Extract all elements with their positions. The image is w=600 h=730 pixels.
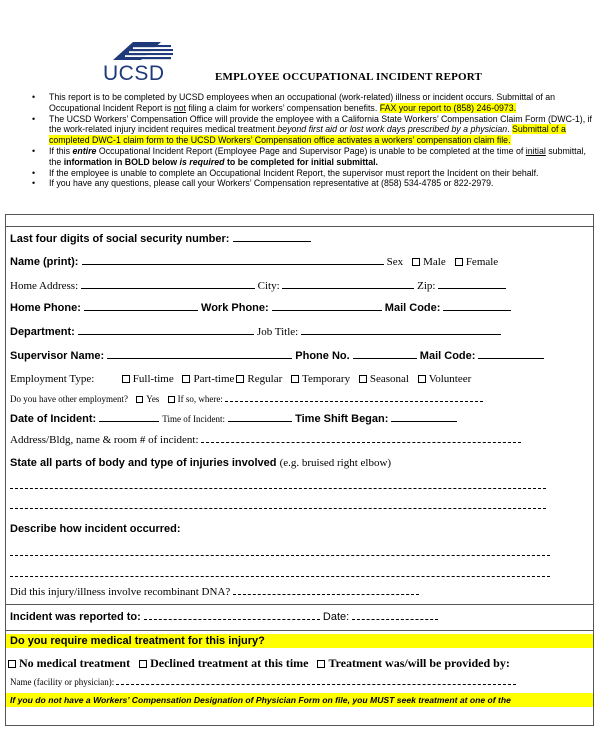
medical-question: Do you require medical treatment for this injury? xyxy=(10,635,265,647)
zip-input[interactable] xyxy=(438,288,506,289)
supervisor-row: Supervisor Name: Phone No. Mail Code: xyxy=(10,350,544,362)
employment-type-row: Employment Type: Full-time Part-time Regular Temporary Seasonal Volunteer xyxy=(10,373,472,385)
temporary-checkbox[interactable] xyxy=(291,375,299,383)
treatment-provided-checkbox[interactable] xyxy=(317,660,325,668)
ucsd-trident-icon xyxy=(103,38,183,64)
footer-warning: If you do not have a Workers’ Compensation Designation of Physician Form on file, you MUST seek treatment at one of the xyxy=(10,695,511,705)
city-input[interactable] xyxy=(282,288,414,289)
declined-treatment-checkbox[interactable] xyxy=(139,660,147,668)
supervisor-mail-code-input[interactable] xyxy=(478,358,544,359)
body-parts-row: State all parts of body and type of injuries involved (e.g. bruised right elbow) xyxy=(10,457,392,469)
department-row: Department: Job Title: xyxy=(10,326,501,338)
form-divider-reported xyxy=(5,604,594,605)
home-address-input[interactable] xyxy=(81,288,255,289)
dna-row: Did this injury/illness involve recombinant DNA? xyxy=(10,586,419,598)
shift-start-input[interactable] xyxy=(391,421,457,422)
ucsd-logo-text: UCSD xyxy=(103,62,165,85)
female-checkbox[interactable] xyxy=(455,258,463,266)
other-employment-input[interactable] xyxy=(225,401,483,402)
instruction-1: • This report is to be completed by UCSD employees when an occupational (work-related) illness or incident occurs. Submittal of an Occupational Incident Report is not filing a claim for workers’ compensation benefits. FAX your report to (858) 246-0973. xyxy=(32,92,592,114)
reported-to-input[interactable] xyxy=(144,619,320,620)
form-top-divider xyxy=(5,226,594,227)
name-input[interactable] xyxy=(82,264,384,265)
page-title: EMPLOYEE OCCUPATIONAL INCIDENT REPORT xyxy=(215,71,483,83)
incident-location-row: Address/Bldg, name & room # of incident: xyxy=(10,434,521,446)
incident-date-row: Date of Incident: Time of Incident: Time Shift Began: xyxy=(10,413,457,425)
instruction-5: • If you have any questions, please call your Workers’ Compensation representative at (858) 534-4785 or 822-2979. xyxy=(32,178,592,189)
dwc1-highlight: Submittal of a completed DWC-1 claim form to the UCSD Workers’ Compensation office activates a workers’ compensation claim file. xyxy=(49,124,566,146)
ssn-row: Last four digits of social security number: xyxy=(10,233,311,245)
full-time-checkbox[interactable] xyxy=(122,375,130,383)
fax-highlight: FAX your report to (858) 246-0973. xyxy=(379,102,517,113)
incident-time-input[interactable] xyxy=(228,421,292,422)
mail-code-input[interactable] xyxy=(443,310,511,311)
male-checkbox[interactable] xyxy=(412,258,420,266)
incident-date-input[interactable] xyxy=(99,421,159,422)
form-divider-medical xyxy=(5,630,594,631)
treatment-options-row: No medical treatment Declined treatment at this time Treatment was/will be provided by: xyxy=(6,656,510,671)
describe-line-1[interactable] xyxy=(10,555,550,556)
reported-to-row: Incident was reported to: Date: xyxy=(10,611,438,623)
supervisor-phone-input[interactable] xyxy=(353,358,417,359)
other-employment-row: Do you have other employment? Yes If so, where: xyxy=(10,394,483,404)
describe-row: Describe how incident occurred: xyxy=(10,523,181,535)
home-address-row: Home Address: City: Zip: xyxy=(10,280,506,292)
job-title-input[interactable] xyxy=(301,334,501,335)
body-parts-line-2[interactable] xyxy=(10,508,546,509)
department-input[interactable] xyxy=(78,334,254,335)
ssn-input[interactable] xyxy=(233,241,311,242)
instruction-2: • The UCSD Workers’ Compensation Office will provide the employee with a California State Workers’ Compensation Claim Form (DWC-1), if the work-related injury incident requires medical treatment beyond first aid or lost work days prescribed by a physician. Submittal of a completed DWC-1 claim form to the UCSD Workers’ Compensation office activates a workers’ compensation claim file. xyxy=(32,114,592,146)
part-time-checkbox[interactable] xyxy=(182,375,190,383)
regular-checkbox[interactable] xyxy=(236,375,244,383)
other-employment-yes-checkbox[interactable] xyxy=(136,396,143,403)
facility-row: Name (facility or physician): xyxy=(10,677,516,687)
other-employment-no-checkbox[interactable] xyxy=(168,396,175,403)
describe-line-2[interactable] xyxy=(10,576,550,577)
body-parts-line-1[interactable] xyxy=(10,488,546,489)
work-phone-input[interactable] xyxy=(272,310,382,311)
instruction-4: • If the employee is unable to complete an Occupational Incident Report, the supervisor must report the Incident on their behalf. xyxy=(32,168,592,179)
instruction-3: • If this entire Occupational Incident Report (Employee Page and Supervisor Page) is unable to be completed at the time of initial submittal, the information in BOLD below is required to be completed for initial submittal. xyxy=(32,146,592,168)
home-phone-input[interactable] xyxy=(84,310,198,311)
instructions-list xyxy=(32,92,592,189)
volunteer-checkbox[interactable] xyxy=(418,375,426,383)
name-row: Name (print): Sex Male Female xyxy=(10,256,499,268)
facility-input[interactable] xyxy=(116,684,516,685)
reported-date-input[interactable] xyxy=(352,619,438,620)
incident-location-input[interactable] xyxy=(201,442,521,443)
supervisor-name-input[interactable] xyxy=(107,358,292,359)
phone-row: Home Phone: Work Phone: Mail Code: xyxy=(10,302,511,314)
no-treatment-checkbox[interactable] xyxy=(8,660,16,668)
dna-input[interactable] xyxy=(233,594,419,595)
seasonal-checkbox[interactable] xyxy=(359,375,367,383)
